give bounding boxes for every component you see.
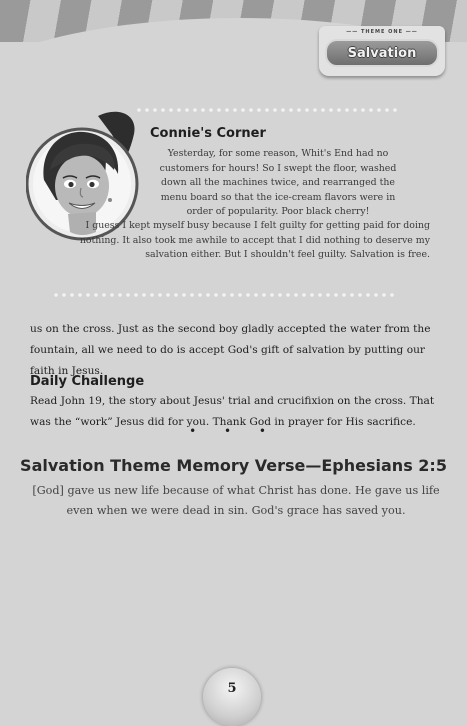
page-number: 5 bbox=[227, 681, 237, 696]
daily-challenge-text: Read John 19, the story about Jesus' trial and crucifixion on the cross. That was the “work” Jesus did for you. Thank God in prayer for His sacrifice. bbox=[30, 395, 435, 428]
daily-challenge-title: Daily Challenge bbox=[30, 374, 145, 389]
theme-label: —— THEME ONE —— bbox=[346, 29, 418, 35]
theme-pill bbox=[325, 39, 439, 67]
connies-corner-paragraph-1: Yesterday, for some reason, Whit's End had no customers for hours! So I swept the floor, washed down all the machines twice, and rearranged the menu board so that the ice-cream flavors were in order of popularity. Poor black cherry! bbox=[159, 148, 397, 218]
theme-title: Salvation bbox=[347, 45, 417, 61]
dotted-divider-bottom bbox=[52, 292, 396, 298]
section-separator: • • • bbox=[189, 424, 278, 438]
theme-tab bbox=[319, 26, 445, 76]
connies-corner-paragraph-2: I guess I kept myself busy because I felt guilty for getting paid for doing nothing. It also took me awhile to accept that I did nothing to deserve my salvation either. But I shouldn't feel guilty. Salvation is free. bbox=[79, 220, 430, 261]
body-paragraph: us on the cross. Just as the second boy gladly accepted the water from the fountain, all we need to do is accept God's gift of salvation by putting our faith in Jesus. bbox=[30, 323, 431, 377]
dotted-divider-top bbox=[135, 107, 397, 113]
memory-verse-text: [God] gave us new life because of what Christ has done. He gave us life even when we were dead in sin. God's grace has saved you. bbox=[32, 484, 440, 517]
page-number-badge bbox=[203, 668, 261, 726]
connies-corner-title: Connie's Corner bbox=[150, 126, 266, 141]
memory-verse-title: Salvation Theme Memory Verse—Ephesians 2:5 bbox=[20, 456, 447, 475]
